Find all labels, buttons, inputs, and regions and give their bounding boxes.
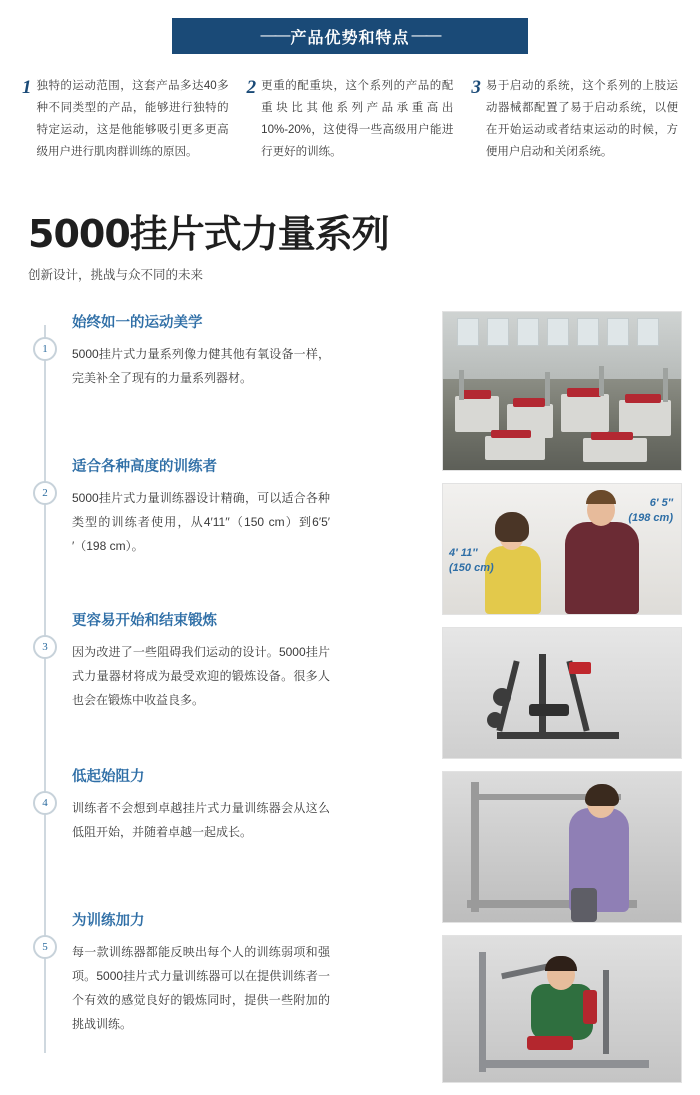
photo1-window-7	[637, 318, 659, 346]
intro-number-1: 1	[22, 77, 32, 98]
header-banner-wrap	[0, 0, 700, 54]
photo5-back-pad	[583, 990, 597, 1024]
photo5-person-hair	[545, 956, 577, 971]
photo4-person-hair	[585, 784, 619, 806]
photo3-red-handle	[569, 662, 591, 674]
banner-title: 产品优势和特点	[290, 29, 410, 47]
photo5-right-post	[603, 970, 609, 1054]
photo3-base-bar	[497, 732, 619, 739]
photo1-machine-5	[485, 436, 545, 460]
intro-column-3	[471, 76, 678, 163]
feature-bullet-1: 1	[33, 337, 57, 361]
photo1-machine-1	[455, 396, 499, 432]
photo5-base-bar	[479, 1060, 649, 1068]
intro-columns	[22, 76, 678, 163]
photo1-pad-2	[513, 398, 545, 407]
photo-height-comparison	[442, 483, 682, 615]
feature-bullet-3: 3	[33, 635, 57, 659]
feature-title-3: 更容易开始和结束锻炼	[72, 613, 217, 630]
feature-item-1	[28, 311, 434, 421]
photo-woman-training	[442, 771, 682, 923]
intro-column-1	[22, 76, 229, 163]
photo1-machine-6	[583, 438, 647, 462]
photo1-post-2	[545, 372, 550, 406]
photo1-pad-5	[491, 430, 531, 438]
intro-number-3: 3	[471, 77, 481, 98]
feature-bullet-5: 5	[33, 935, 57, 959]
feature-text-5: 每一款训练器都能反映出每个人的训练弱项和强项。5000挂片式力量训练器可以在提供训练者一个有效的感觉良好的锻炼同时，提供一些附加的挑战训练。	[72, 945, 330, 1032]
feature-title-2: 适合各种高度的训练者	[72, 459, 217, 476]
photo-column	[442, 311, 682, 1095]
photo1-pad-6	[591, 432, 633, 440]
features-section	[0, 311, 700, 1075]
caption-tall-feet: 6′ 5″	[649, 497, 673, 510]
intro-text-2: 更重的配重块，这个系列的产品的配重块比其他系列产品承重高出10%-20%，这使得一些高级用户能进行更好的训练。	[261, 80, 454, 158]
photo5-left-post	[479, 952, 486, 1072]
intro-column-2	[247, 76, 454, 163]
photo-strength-machine	[442, 627, 682, 759]
caption-tall-cm: (198 cm)	[628, 512, 673, 525]
photo-gym-room	[442, 311, 682, 471]
photo2-caption-tall	[628, 496, 673, 526]
photo3-seat	[529, 704, 569, 716]
feature-list	[28, 311, 434, 1075]
feature-text-2: 5000挂片式力量训练器设计精确，可以适合各种类型的训练者使用，从4′11′′（150 cm）到6′5′′（198 cm）。	[72, 491, 330, 554]
feature-text-1: 5000挂片式力量系列像力健其他有氧设备一样，完美补全了现有的力量系列器材。	[72, 347, 330, 386]
page-subtitle: 创新设计，挑战与众不同的未来	[28, 268, 204, 283]
feature-title-1: 始终如一的运动美学	[72, 315, 203, 332]
banner-dash-left: ——	[260, 27, 289, 44]
page-title: 5000挂片式力量系列	[28, 212, 389, 257]
photo1-post-3	[599, 366, 604, 396]
feature-bullet-2: 2	[33, 481, 57, 505]
feature-bullet-4: 4	[33, 791, 57, 815]
photo4-person-leg	[571, 888, 597, 922]
intro-text-3: 易于启动的系统，这个系列的上肢运动器械都配置了易于启动系统，以便在开始运动或者结束运动的时候，方便用户启动和关闭系统。	[485, 80, 679, 158]
photo1-window-4	[547, 318, 569, 346]
photo2-tall-person-body	[565, 522, 639, 614]
feature-item-4	[28, 765, 434, 875]
feature-item-2	[28, 455, 434, 575]
banner-dash-right: ——	[411, 27, 440, 44]
feature-item-5	[28, 909, 434, 1041]
intro-number-2: 2	[246, 77, 257, 98]
title-block	[28, 212, 700, 283]
caption-short-feet: 4′ 11″	[449, 547, 478, 560]
photo1-pad-3	[567, 388, 601, 397]
photo4-vertical-rail	[471, 782, 479, 912]
photo3-main-post	[539, 654, 546, 738]
caption-short-cm: (150 cm)	[449, 562, 494, 575]
photo2-caption-short	[449, 546, 494, 576]
header-banner	[172, 18, 528, 54]
feature-title-5: 为训练加力	[72, 913, 145, 930]
feature-text-3: 因为改进了一些阻碍我们运动的设计。5000挂片式力量器材将成为最受欢迎的锻炼设备。很多人也会在锻炼中收益良多。	[72, 645, 330, 708]
photo1-window-6	[607, 318, 629, 346]
photo1-pad-1	[461, 390, 491, 399]
photo5-seat	[527, 1036, 573, 1050]
photo1-machine-3	[561, 394, 609, 432]
photo1-pad-4	[625, 394, 661, 403]
photo1-post-4	[663, 368, 668, 402]
photo2-short-person-hair	[495, 512, 529, 542]
feature-text-4: 训练者不会想到卓越挂片式力量训练器会从这么低阻开始，并随着卓越一起成长。	[72, 801, 330, 840]
photo1-window-3	[517, 318, 539, 346]
photo1-window-2	[487, 318, 509, 346]
feature-title-4: 低起始阻力	[72, 769, 145, 786]
photo1-window-5	[577, 318, 599, 346]
feature-item-3	[28, 609, 434, 731]
photo1-window-1	[457, 318, 479, 346]
photo-man-training	[442, 935, 682, 1083]
intro-text-1: 独特的运动范围，这套产品多达40多种不同类型的产品，能够进行独特的特定运动，这是他能够吸引更多更高级用户进行肌肉群训练的原因。	[36, 80, 229, 158]
photo1-post-1	[459, 370, 464, 400]
photo1-machine-4	[619, 400, 671, 436]
